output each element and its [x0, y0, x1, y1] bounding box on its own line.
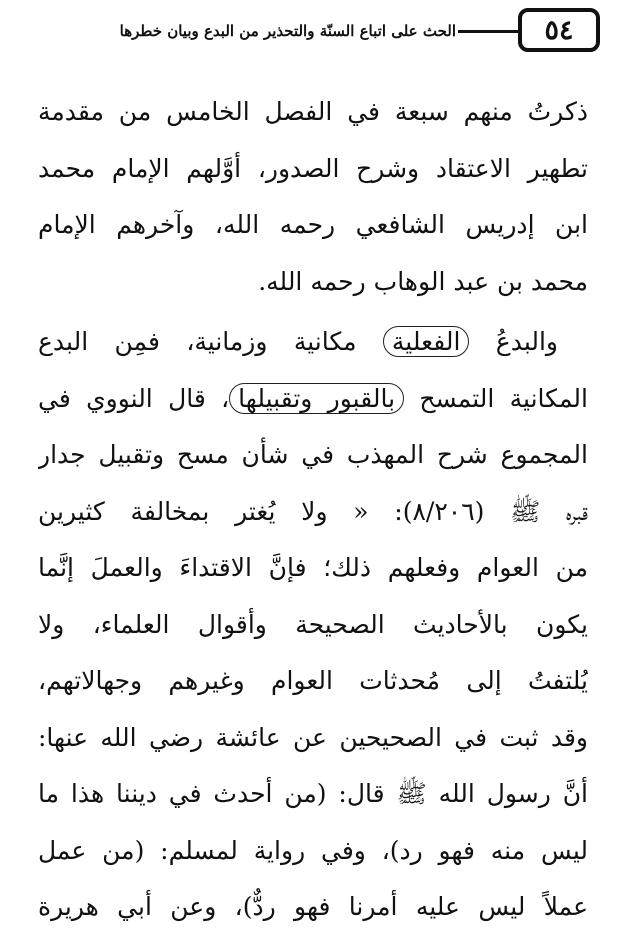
- text-line: وقد ثبت في الصحيحين عن عائشة رضي الله عنها:: [38, 722, 588, 752]
- text-line: المجموع شرح المهذب في شأن مسح وتقبيل جدار: [38, 440, 588, 469]
- text-run: والبدعُ: [469, 327, 558, 356]
- running-title: الحث على اتباع السنّة والتحذير من البدع وبيان خطرها: [119, 22, 456, 40]
- text-line: يكون بالأحاديث الصحيحة وأقوال العلماء، ولا: [38, 609, 588, 639]
- page-number: ٥٤: [544, 14, 574, 46]
- text-line: يُلتفتُ إلى مُحدثات العوام وغيرهم وجهالاتهم،: [38, 666, 588, 695]
- text-run: مكانية وزمانية، فمِن البدع: [38, 327, 383, 356]
- text-line: قبره ﷺ (٨/٢٠٦): « ولا يُغتر بمخالفة كثيرين: [38, 496, 588, 526]
- circled-word: الفعلية: [383, 326, 470, 357]
- header-rule: [458, 30, 520, 33]
- text-line: من العوام وفعلهم ذلك؛ فإنَّ الاقتداءَ والعملَ إنَّما: [38, 553, 588, 582]
- text-line: [38, 314, 588, 371]
- text-line: محمد بن عبد الوهاب رحمه الله.: [258, 266, 588, 296]
- text-line: أنَّ رسول الله ﷺ قال: (من أحدث في ديننا هذا ما: [38, 779, 588, 808]
- text-line: ليس منه فهو رد)، وفي رواية لمسلم: (من عمل: [38, 835, 588, 865]
- text-line: ذكرتُ منهم سبعة في الفصل الخامس من مقدمة: [38, 97, 588, 126]
- text-line: تطهير الاعتقاد وشرح الصدور، أوَّلهم الإمام محمد: [38, 153, 588, 183]
- circled-phrase: بالقبور وتقبيلها: [229, 383, 404, 414]
- body-text: [38, 84, 588, 936]
- text-line: عملاً ليس عليه أمرنا فهو ردٌّ)، وعن أبي هريرة: [38, 892, 588, 921]
- text-run: ، قال النووي في: [38, 383, 230, 413]
- page-number-box: [518, 8, 600, 52]
- page-header: [30, 8, 606, 60]
- text-line: ابن إدريس الشافعي رحمه الله، وآخرهم الإمام: [38, 210, 588, 239]
- text-run: المكانية التمسح: [404, 383, 588, 413]
- text-line: [38, 371, 588, 428]
